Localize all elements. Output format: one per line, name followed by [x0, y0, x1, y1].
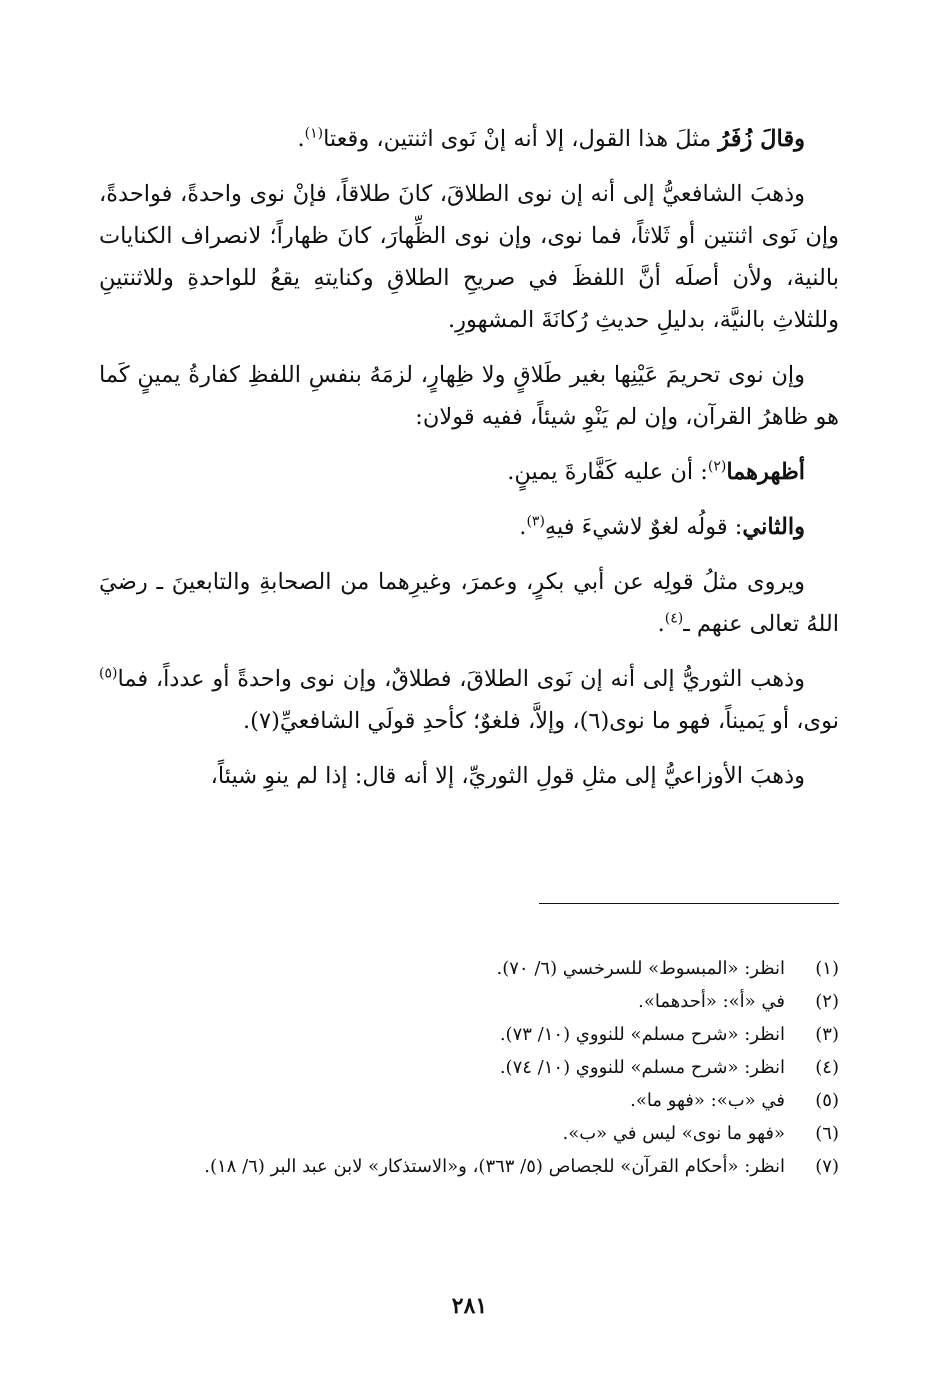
- paragraph-6-tail: .: [657, 611, 665, 637]
- paragraph-1-text: مثلَ هذا القول، إلا أنه إنْ نَوى اثنتين، وقعتا: [323, 126, 719, 152]
- footnote-ref-4: (٤): [664, 610, 684, 627]
- main-text: [99, 118, 839, 810]
- footnote-text: في «أ»: «أحدهما».: [638, 991, 785, 1012]
- paragraph-7: [99, 658, 839, 742]
- paragraph-3: [99, 354, 839, 438]
- footnote-number: (٤): [815, 1057, 839, 1078]
- paragraph-2: [99, 173, 839, 341]
- footnote-text: في «ب»: «فهو ما».: [630, 1090, 785, 1111]
- footnote-number: (٢): [815, 991, 839, 1012]
- footnote-ref-3: (٣): [526, 513, 545, 530]
- footnote-1: [99, 952, 839, 985]
- footnote-number: (٣): [815, 1024, 839, 1045]
- footnote-text: «فهو ما نوى» ليس في «ب».: [562, 1123, 785, 1144]
- footnote-5: [99, 1084, 839, 1117]
- footnote-3: [99, 1018, 839, 1051]
- footnote-divider: [539, 903, 839, 904]
- footnote-text: انظر: «أحكام القرآن» للجصاص (٥/ ٣٦٣)، و«الاستذكار» لابن عبد البر (٦/ ١٨).: [204, 1156, 785, 1177]
- paragraph-1: [99, 118, 839, 160]
- paragraph-8: [99, 755, 839, 797]
- footnote-text: انظر: «شرح مسلم» للنووي (١٠/ ٧٤).: [499, 1057, 785, 1078]
- footnote-ref-2: (٢): [707, 458, 727, 475]
- footnote-4: [99, 1051, 839, 1084]
- footnote-text: انظر: «شرح مسلم» للنووي (١٠/ ٧٣).: [499, 1024, 785, 1045]
- paragraph-6-text: ويروى مثلُ قولِه عن أبي بكرٍ، وعمرَ، وغيرِهما من الصحابةِ والتابعينَ ـ رضيَ اللهُ تعالى عنهم ـ: [99, 569, 839, 637]
- footnote-ref-5: (٥): [99, 665, 118, 682]
- page-number: ٢٨١: [451, 1293, 488, 1319]
- footnote-number: (٦): [815, 1123, 839, 1144]
- paragraph-5-text: : قولُه لغوٌ لاشيءَ فيهِ: [544, 514, 743, 540]
- paragraph-4-tail: : أن عليه كَفَّارةَ يمينٍ.: [507, 459, 708, 485]
- paragraph-7-text: وذهب الثوريُّ إلى أنه إن نَوى الطلاقَ، فطلاقٌ، وإن نوى واحدةً أو عدداً، فما: [117, 666, 805, 692]
- paragraph-6: [99, 561, 839, 645]
- paragraph-5-tail: .: [519, 514, 527, 540]
- paragraph-5-lead: والثاني: [742, 514, 805, 540]
- paragraph-7-tail: نوى، أو يَميناً، فهو ما نوى(٦)، وإلاَّ، فلغوٌ؛ كأحدِ قولَي الشافعيِّ(٧).: [243, 708, 839, 734]
- paragraph-1-tail: .: [297, 126, 305, 152]
- paragraph-5: [99, 506, 839, 548]
- paragraph-3-text: وإن نوى تحريمَ عَيْنِها بغير طَلاقٍ ولا ظِهارٍ، لزمَهُ بنفسِ اللفظِ كفارةُ يمينٍ كَما هو ظاهرُ القرآن، وإن لم يَنْوِ شيئاً، ففيه قولان:: [99, 362, 839, 430]
- footnote-6: [99, 1117, 839, 1150]
- footnote-number: (٥): [815, 1090, 839, 1111]
- footnote-ref-1: (١): [304, 125, 324, 142]
- paragraph-2-text: وذهبَ الشافعيُّ إلى أنه إن نوى الطلاقَ، كانَ طلاقاً، فإنْ نوى واحدةً، فواحدةً، وإن نَوى اثنتين أو ثَلاثاً، فما نوى، وإن نوى الظِّهارَ، كانَ ظهاراً؛ لانصراف الكنايات بالنية، ولأن أصلَه أنَّ اللفظَ في صريحِ الطلاقِ وكنايتهِ يقعُ للواحدةِ وللاثنتينِ وللثلاثِ بالنيَّة، بدليلِ حديثِ رُكانَةَ المشهورِ.: [99, 181, 839, 333]
- footnote-number: (٧): [815, 1156, 839, 1177]
- footnotes: [99, 952, 839, 1183]
- paragraph-4: [99, 451, 839, 493]
- paragraph-1-lead: وقالَ زُفَرُ: [718, 126, 805, 152]
- footnote-text: انظر: «المبسوط» للسرخسي (٦/ ٧٠).: [496, 958, 785, 979]
- footnote-7: [99, 1150, 839, 1183]
- footnote-number: (١): [815, 958, 839, 979]
- paragraph-4-lead: أظهرهما: [726, 459, 805, 485]
- footnote-2: [99, 985, 839, 1018]
- paragraph-8-text: وذهبَ الأوزاعيُّ إلى مثلِ قولِ الثوريِّ، إلا أنه قال: إذا لم ينوِ شيئاً،: [210, 763, 805, 789]
